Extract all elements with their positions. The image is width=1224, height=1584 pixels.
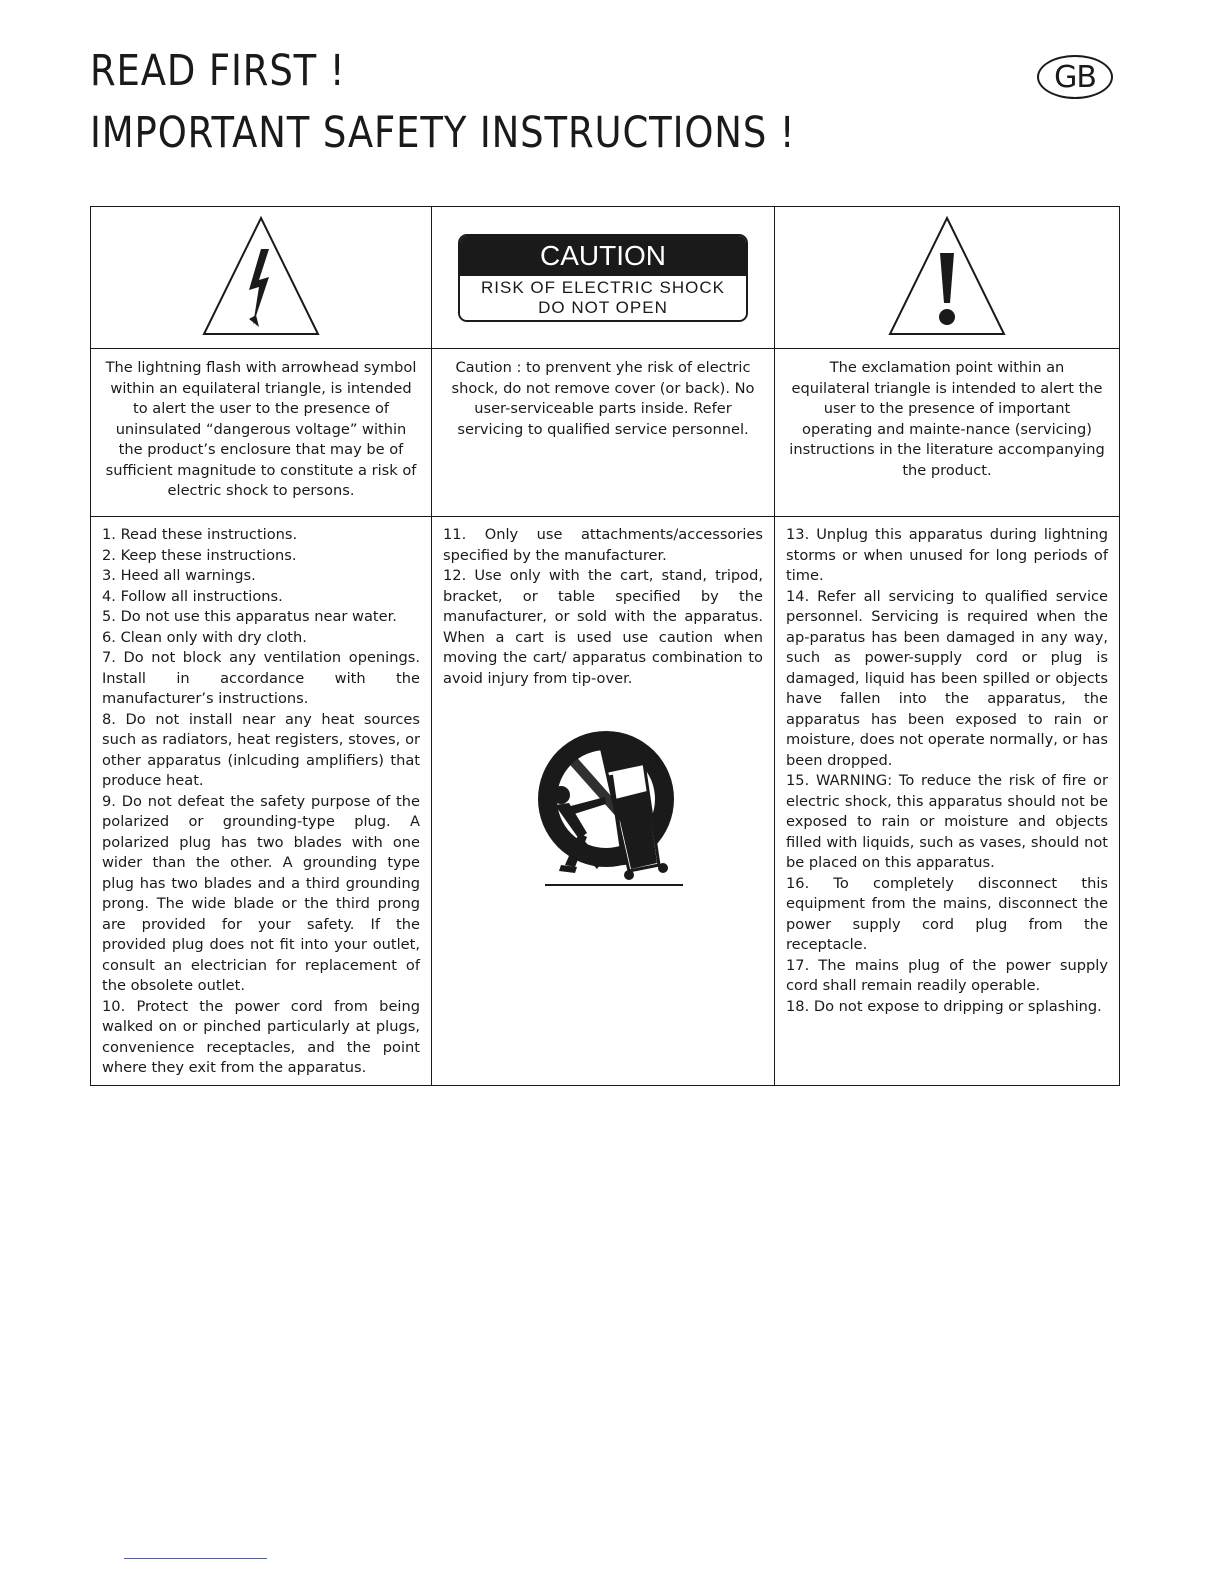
list-item: 12. Use only with the cart, stand, tripod, bracket, or table specified by the manufacturer, or sold with the apparatus. When a cart is used use caution when moving the cart/ apparatus combination to avoid injury from tip-over. <box>443 567 763 687</box>
list-item: 15. WARNING: To reduce the risk of fire or electric shock, this apparatus should not be exposed to rain or moisture and objects filled with liquids, such as vases, should not be placed on this apparatus. <box>786 772 1108 871</box>
list-item: 3. Heed all warnings. <box>102 567 256 584</box>
list-item: 6. Clean only with dry cloth. <box>102 628 307 646</box>
caution-heading: CAUTION <box>460 236 746 276</box>
list-item: 10. Protect the power cord from being walked on or pinched particularly at plugs, convenience receptacles, and the point where they exit from the apparatus. <box>102 997 420 1076</box>
exclamation-icon-cell <box>775 207 1120 349</box>
list-item: 18. Do not expose to dripping or splashing. <box>786 997 1102 1015</box>
list-item: 11. Only use attachments/accessories specified by the manufacturer. <box>443 526 763 564</box>
list-item: 5. Do not use this apparatus near water. <box>102 608 397 625</box>
list-item: 17. The mains plug of the power supply cord shall remain readily operable. <box>786 956 1108 994</box>
caution-line1: RISK OF ELECTRIC SHOCK <box>481 277 725 297</box>
cart-icon-wrap <box>443 715 763 902</box>
caution-body <box>460 276 746 320</box>
caution-label-cell <box>432 207 775 349</box>
page-title-line1: READ FIRST ! <box>90 46 346 96</box>
list-item: 9. Do not defeat the safety purpose of the polarized or grounding-type plug. A polarized plug has two blades with one wider than the other. A grounding type plug has two blades and a third grounding prong. The wide blade or the third prong are provided for your safety. If the provided plug does not fit into your outlet, consult an electrician for replacement of the obsolete outlet. <box>102 792 420 994</box>
instructions-column-3 <box>775 517 1120 1086</box>
list-item: 2. Keep these instructions. <box>102 546 297 564</box>
footer-line <box>124 1558 267 1559</box>
language-badge: GB <box>1037 55 1113 99</box>
caution-label <box>458 234 748 322</box>
description-row <box>91 349 1120 517</box>
instructions-row <box>91 517 1120 1086</box>
list-item: 13. Unplug this apparatus during lightning storms or when unused for long periods of time. <box>786 526 1108 584</box>
list-item: 7. Do not block any ventilation openings. Install in accordance with the manufacturer’s instructions. <box>102 649 420 707</box>
exclamation-triangle-icon <box>887 215 1007 337</box>
page-title-line2: IMPORTANT SAFETY INSTRUCTIONS ! <box>90 108 796 158</box>
exclamation-description: The exclamation point within an equilateral triangle is intended to alert the user to the presence of important operating and mainte-nance (servicing) instructions in the literature accompanying the product. <box>775 349 1120 517</box>
list-item: 1. Read these instructions. <box>102 526 298 543</box>
cart-tip-over-icon <box>523 715 683 895</box>
list-item: 4. Follow all instructions. <box>102 587 283 605</box>
icon-row <box>91 207 1120 349</box>
list-item: 8. Do not install near any heat sources such as radiators, heat registers, stoves, or other apparatus (inlcuding amplifiers) that produce heat. <box>102 710 420 789</box>
lightning-description: The lightning flash with arrowhead symbol within an equilateral triangle, is intended to alert the user to the presence of uninsulated “dangerous voltage” within the product’s enclosure that may be of sufficient magnitude to constitute a risk of electric shock to persons. <box>91 349 432 517</box>
instructions-column-1 <box>91 517 432 1086</box>
caution-line2: DO NOT OPEN <box>538 297 668 317</box>
list-item: 14. Refer all servicing to qualified service personnel. Servicing is required when the ap-paratus has been damaged in any way, such as power-supply cord or plug is damaged, liquid has been spilled or objects have fallen into the apparatus, the apparatus has been exposed to rain or moisture, does not operate normally, or has been dropped. <box>786 587 1108 769</box>
caution-description: Caution : to prenvent yhe risk of electric shock, do not remove cover (or back). No user-serviceable parts inside. Refer servicing to qualified service personnel. <box>432 349 775 517</box>
safety-table <box>90 206 1120 1086</box>
lightning-icon-cell <box>91 207 432 349</box>
instructions-column-2 <box>432 517 775 1086</box>
lightning-triangle-icon <box>201 215 321 337</box>
list-item: 16. To completely disconnect this equipment from the mains, disconnect the power supply cord plug from the receptacle. <box>786 874 1108 953</box>
